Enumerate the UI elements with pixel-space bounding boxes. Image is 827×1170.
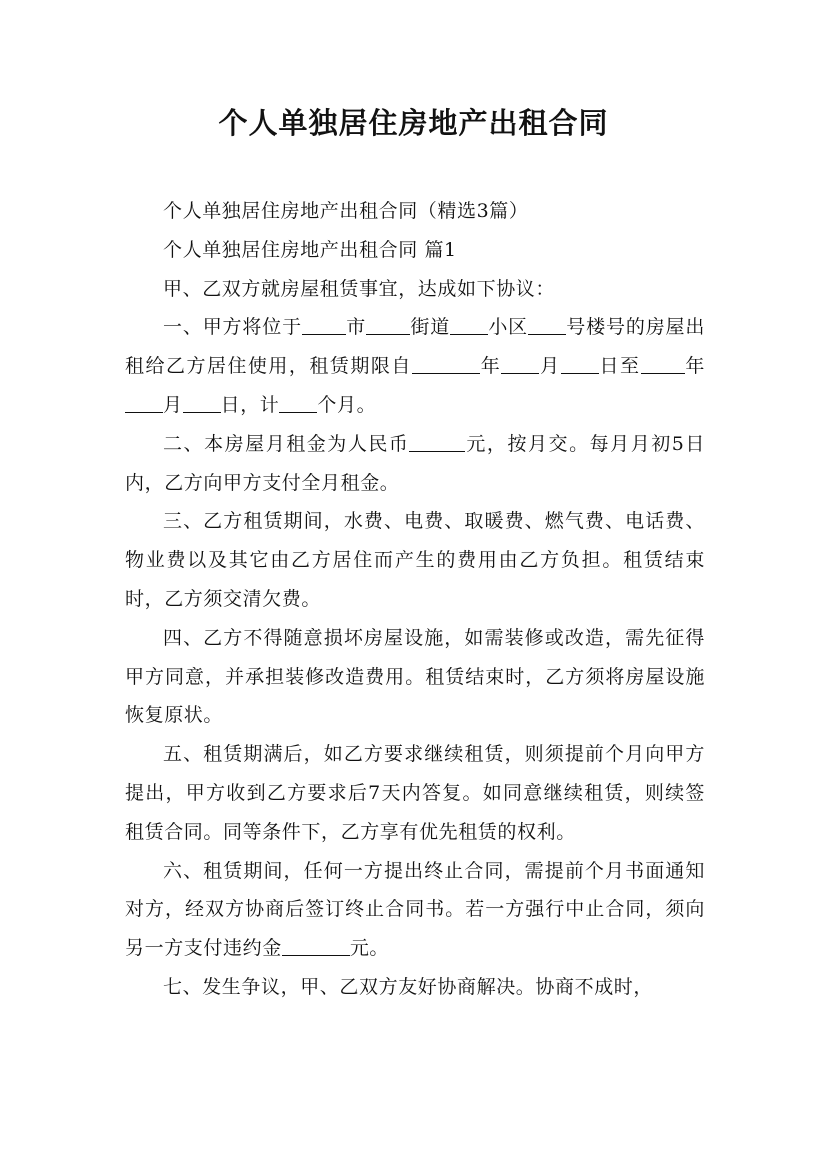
intro-paragraph: 甲、乙双方就房屋租赁事宜，达成如下协议： bbox=[163, 277, 556, 300]
clause-6-text-2: 元。 bbox=[349, 937, 390, 960]
blank-penalty-amount bbox=[282, 936, 350, 956]
clause-1-text-9: 年 bbox=[684, 355, 706, 378]
clause-6 bbox=[125, 852, 705, 968]
clause-1-text-10: 月 bbox=[163, 393, 183, 416]
clause-1-text-4: 小区 bbox=[488, 316, 529, 339]
blank-rent-amount bbox=[409, 432, 465, 452]
document-title: 个人单独居住房地产出租合同 bbox=[218, 106, 609, 140]
section-heading: 个人单独居住房地产出租合同 篇1 bbox=[163, 238, 457, 261]
heading-line: 个人单独居住房地产出租合同（精选3篇） bbox=[163, 200, 529, 222]
clause-5: 五、租赁期满后，如乙方要求继续租赁，则须提前个月向甲方提出，甲方收到乙方要求后7天内答复。如同意继续租赁，则续签租赁合同。同等条件下，乙方享有优先租赁的权利。 bbox=[125, 743, 705, 843]
blank-months bbox=[279, 393, 317, 413]
clause-3: 三、乙方租赁期间，水费、电费、取暖费、燃气费、电话费、物业费以及其它由乙方居住而产生的费用由乙方负担。租赁结束时，乙方须交清欠费。 bbox=[125, 510, 705, 610]
blank-building bbox=[528, 315, 566, 335]
clause-4: 四、乙方不得随意损坏房屋设施，如需装修或改造，需先征得甲方同意，并承担装修改造费用。租赁结束时，乙方须将房屋设施恢复原状。 bbox=[125, 626, 705, 727]
clause-1-text-1: 一、甲方将位于 bbox=[163, 316, 302, 339]
clause-1-text-8: 日至 bbox=[598, 355, 641, 378]
blank-start-year bbox=[412, 354, 480, 374]
blank-city bbox=[302, 315, 346, 335]
blank-start-day bbox=[561, 354, 599, 374]
blank-end-year bbox=[641, 354, 685, 374]
clause-1-text-12: 个月。 bbox=[317, 393, 377, 416]
blank-street bbox=[366, 315, 410, 335]
clause-2 bbox=[125, 425, 705, 503]
clause-1-text-11: 日，计 bbox=[220, 393, 280, 416]
clause-1-text-3: 街道 bbox=[410, 316, 451, 339]
clause-2-text-2: 元，按月交。每月月初5日内，乙方向甲方支付全月租金。 bbox=[125, 432, 705, 494]
document-body bbox=[125, 192, 705, 1007]
clause-1-text-6: 年 bbox=[479, 355, 502, 378]
clause-1-text-7: 月 bbox=[539, 355, 561, 378]
clause-2-text-1: 二、本房屋月租金为人民币 bbox=[163, 432, 410, 455]
clause-7: 七、发生争议，甲、乙双方友好协商解决。协商不成时， bbox=[163, 975, 654, 998]
clause-1-text-2: 市 bbox=[345, 316, 367, 339]
clause-1 bbox=[125, 308, 705, 424]
blank-start-month bbox=[501, 354, 539, 374]
clause-6-text-1: 六、租赁期间，任何一方提出终止合同，需提前个月书面通知对方，经双方协商后签订终止合同书。若一方强行中止合同，须向另一方支付违约金 bbox=[125, 859, 705, 960]
blank-end-month bbox=[125, 393, 163, 413]
clause-1-text-5: 号楼号的房屋出租给乙方居住使用，租赁期限自 bbox=[125, 316, 706, 378]
blank-end-day bbox=[183, 393, 221, 413]
blank-community bbox=[450, 315, 488, 335]
